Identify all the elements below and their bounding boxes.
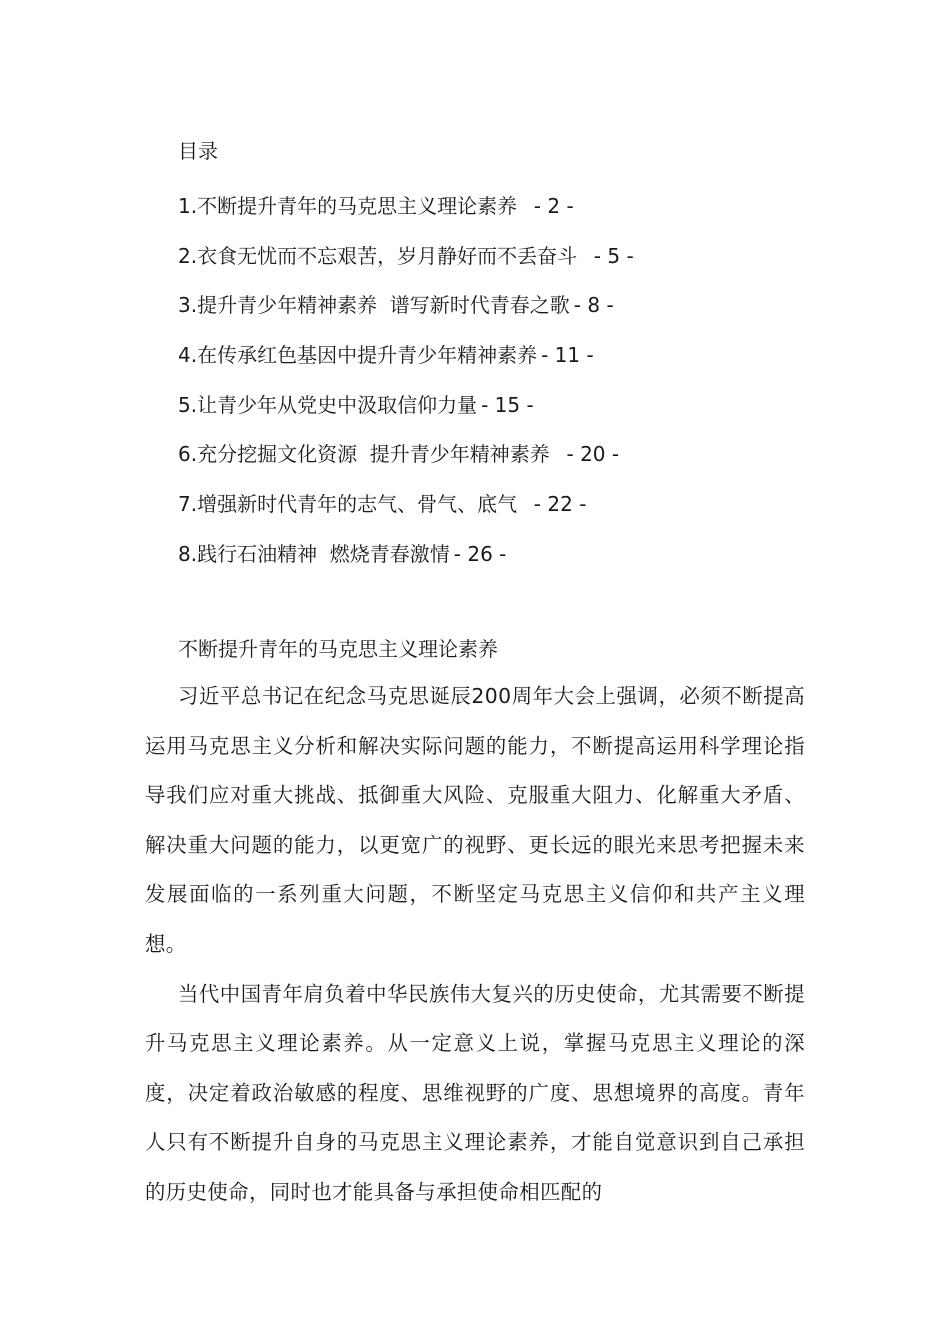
toc-entry-page: - 2 - (521, 194, 574, 218)
toc-entry-page: - 5 - (581, 243, 634, 268)
toc-entry-page: - 8 - (573, 293, 614, 318)
toc-entry-title: 1.不断提升青年的马克思主义理论素养 (178, 194, 518, 218)
toc-entry-7[interactable] (178, 480, 818, 530)
toc-entry-title: 8.践行石油精神 燃烧青春激情 (178, 541, 450, 566)
toc-entry-title: 5.让青少年从党史中汲取信仰力量 (178, 392, 478, 417)
toc-entry-title: 6.充分挖掘文化资源 提升青少年精神素养 (178, 442, 550, 467)
toc-heading: 目录 (178, 139, 218, 163)
article-title: 不断提升青年的马克思主义理论素养 (178, 637, 498, 661)
table-of-contents (178, 132, 818, 580)
toc-entry-page: - 20 - (553, 442, 620, 467)
toc-entry-3[interactable] (178, 281, 818, 331)
article-paragraph-2: 当代中国青年肩负着中华民族伟大复兴的历史使命，尤其需要不断提升马克思主义理论素养。从一定意义上说，掌握马克思主义理论的深度，决定着政治敏感的程度、思维视野的广度、思想境界的高度。青年人只有不断提升自身的马克思主义理论素养，才能自觉意识到自己承担的历史使命，同时也才能具备与承担使命相匹配的 (145, 981, 805, 1204)
toc-entry-page: - 26 - (453, 541, 507, 566)
toc-entry-1[interactable] (178, 182, 818, 232)
toc-entry-page: - 11 - (541, 343, 594, 368)
article-paragraph-1: 习近平总书记在纪念马克思诞辰200周年大会上强调，必须不断提高运用马克思主义分析和解决实际问题的能力，不断提高运用科学理论指导我们应对重大挑战、抵御重大风险、克服重大阻力、化解重大矛盾、解决重大问题的能力，以更宽广的视野、更长远的眼光来思考把握未来发展面临的一系列重大问题，不断坚定马克思主义信仰和共产主义理想。 (145, 684, 805, 956)
article-body (145, 628, 805, 1218)
toc-entry-5[interactable] (178, 381, 818, 431)
toc-entry-title: 3.提升青少年精神素养 谱写新时代青春之歌 (178, 293, 570, 318)
toc-entry-2[interactable] (178, 232, 818, 282)
toc-entry-title: 2.衣食无忧而不忘艰苦，岁月静好而不丢奋斗 (178, 243, 578, 268)
toc-entry-page: - 15 - (481, 392, 534, 417)
toc-entry-4[interactable] (178, 331, 818, 381)
toc-entry-title: 4.在传承红色基因中提升青少年精神素养 (178, 343, 538, 368)
toc-entry-title: 7.增强新时代青年的志气、骨气、底气 (178, 492, 518, 517)
toc-entry-page: - 22 - (521, 492, 587, 517)
toc-list (178, 182, 818, 580)
toc-entry-8[interactable] (178, 530, 818, 580)
toc-entry-6[interactable] (178, 430, 818, 480)
